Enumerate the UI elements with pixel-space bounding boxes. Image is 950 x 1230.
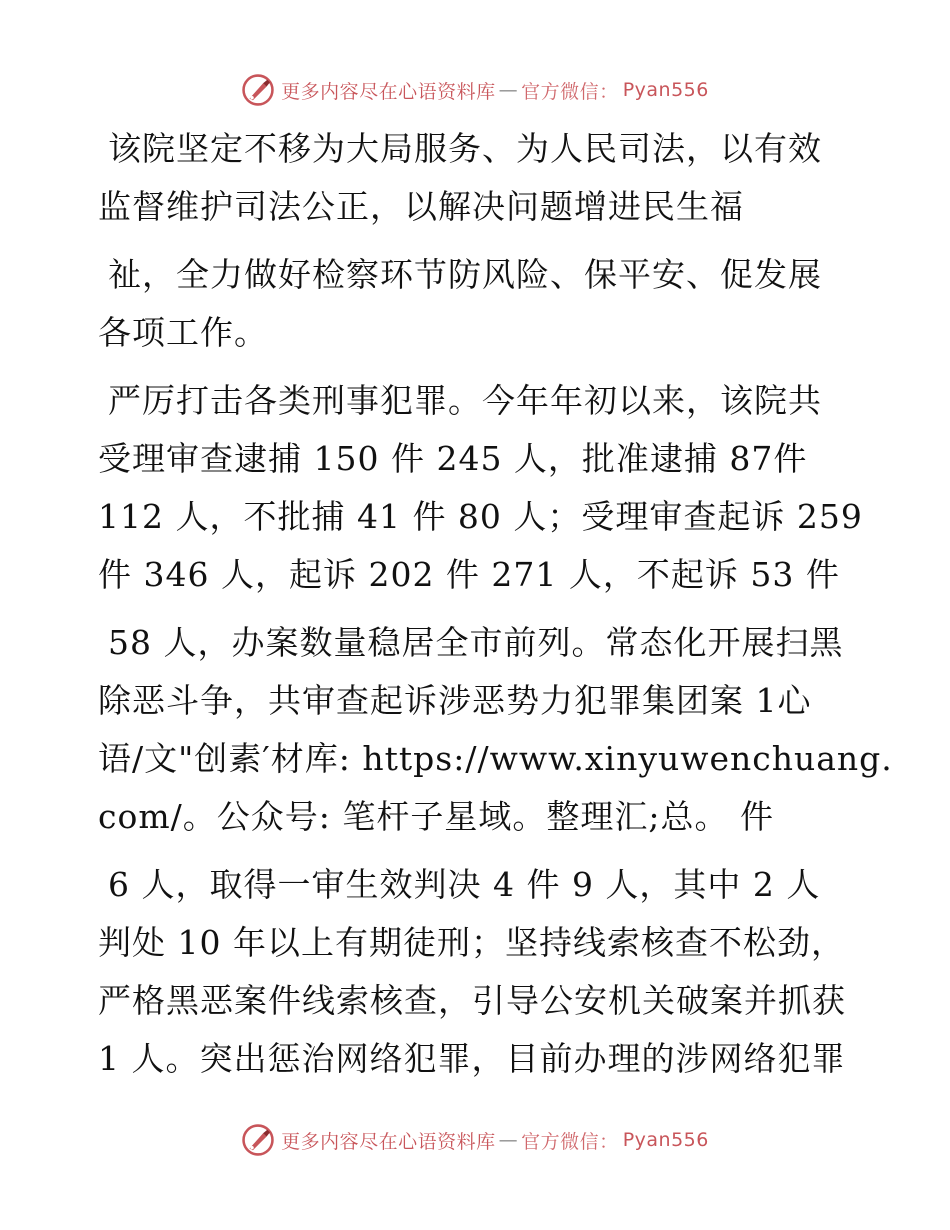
text-line: 112 人，不批捕 41 件 80 人；受理审查起诉 259 — [98, 497, 863, 536]
watermark-brand: 更多内容尽在心语资料库 — [281, 1130, 496, 1153]
text-line: 除恶斗争，共审查起诉涉恶势力犯罪集团案 1心 — [98, 681, 812, 720]
text-line: 判处 10 年以上有期徒刑；坚持线索核查不松劲， — [98, 923, 845, 962]
footer-watermark — [0, 1120, 950, 1160]
text-line: 受理审查逮捕 150 件 245 人，批准逮捕 87件 — [98, 439, 808, 478]
document-body — [98, 120, 893, 1088]
watermark-label: 官方微信： — [521, 1130, 619, 1153]
text-line: 各项工作。 — [98, 313, 268, 352]
text-line: 6 人，取得一审生效判决 4 件 9 人，其中 2 人 — [108, 865, 821, 904]
header-watermark — [0, 70, 950, 110]
watermark-label: 官方微信： — [521, 80, 619, 103]
text-line: 严厉打击各类刑事犯罪。今年年初以来，该院共 — [108, 381, 822, 420]
watermark-id: Pyan556 — [622, 1129, 709, 1151]
text-line: 监督维护司法公正，以解决问题增进民生福 — [98, 187, 744, 226]
pen-logo-icon — [241, 1123, 275, 1157]
watermark-id: Pyan556 — [622, 79, 709, 101]
text-line: 祉，全力做好检察环节防风险、保平安、促发展 — [108, 255, 822, 294]
pen-logo-icon — [241, 73, 275, 107]
text-line: 该院坚定不移为大局服务、为人民司法，以有效 — [108, 129, 822, 168]
text-line: 件 346 人，起诉 202 件 271 人，不起诉 53 件 — [98, 555, 840, 594]
watermark-separator: — — [498, 1129, 519, 1151]
text-line: com/。公众号: 笔杆子星域。整理汇;总。 件 — [98, 797, 774, 836]
text-line: 58 人，办案数量稳居全市前列。常态化开展扫黑 — [108, 623, 844, 662]
watermark-brand: 更多内容尽在心语资料库 — [281, 80, 496, 103]
watermark-separator: — — [498, 79, 519, 101]
text-line: 严格黑恶案件线索核查，引导公安机关破案并抓获 — [98, 981, 846, 1020]
text-line: 语/文"创素′材库: https://www.xinyuwenchuang. — [98, 739, 893, 778]
text-line: 1 人。突出惩治网络犯罪，目前办理的涉网络犯罪 — [98, 1039, 846, 1078]
